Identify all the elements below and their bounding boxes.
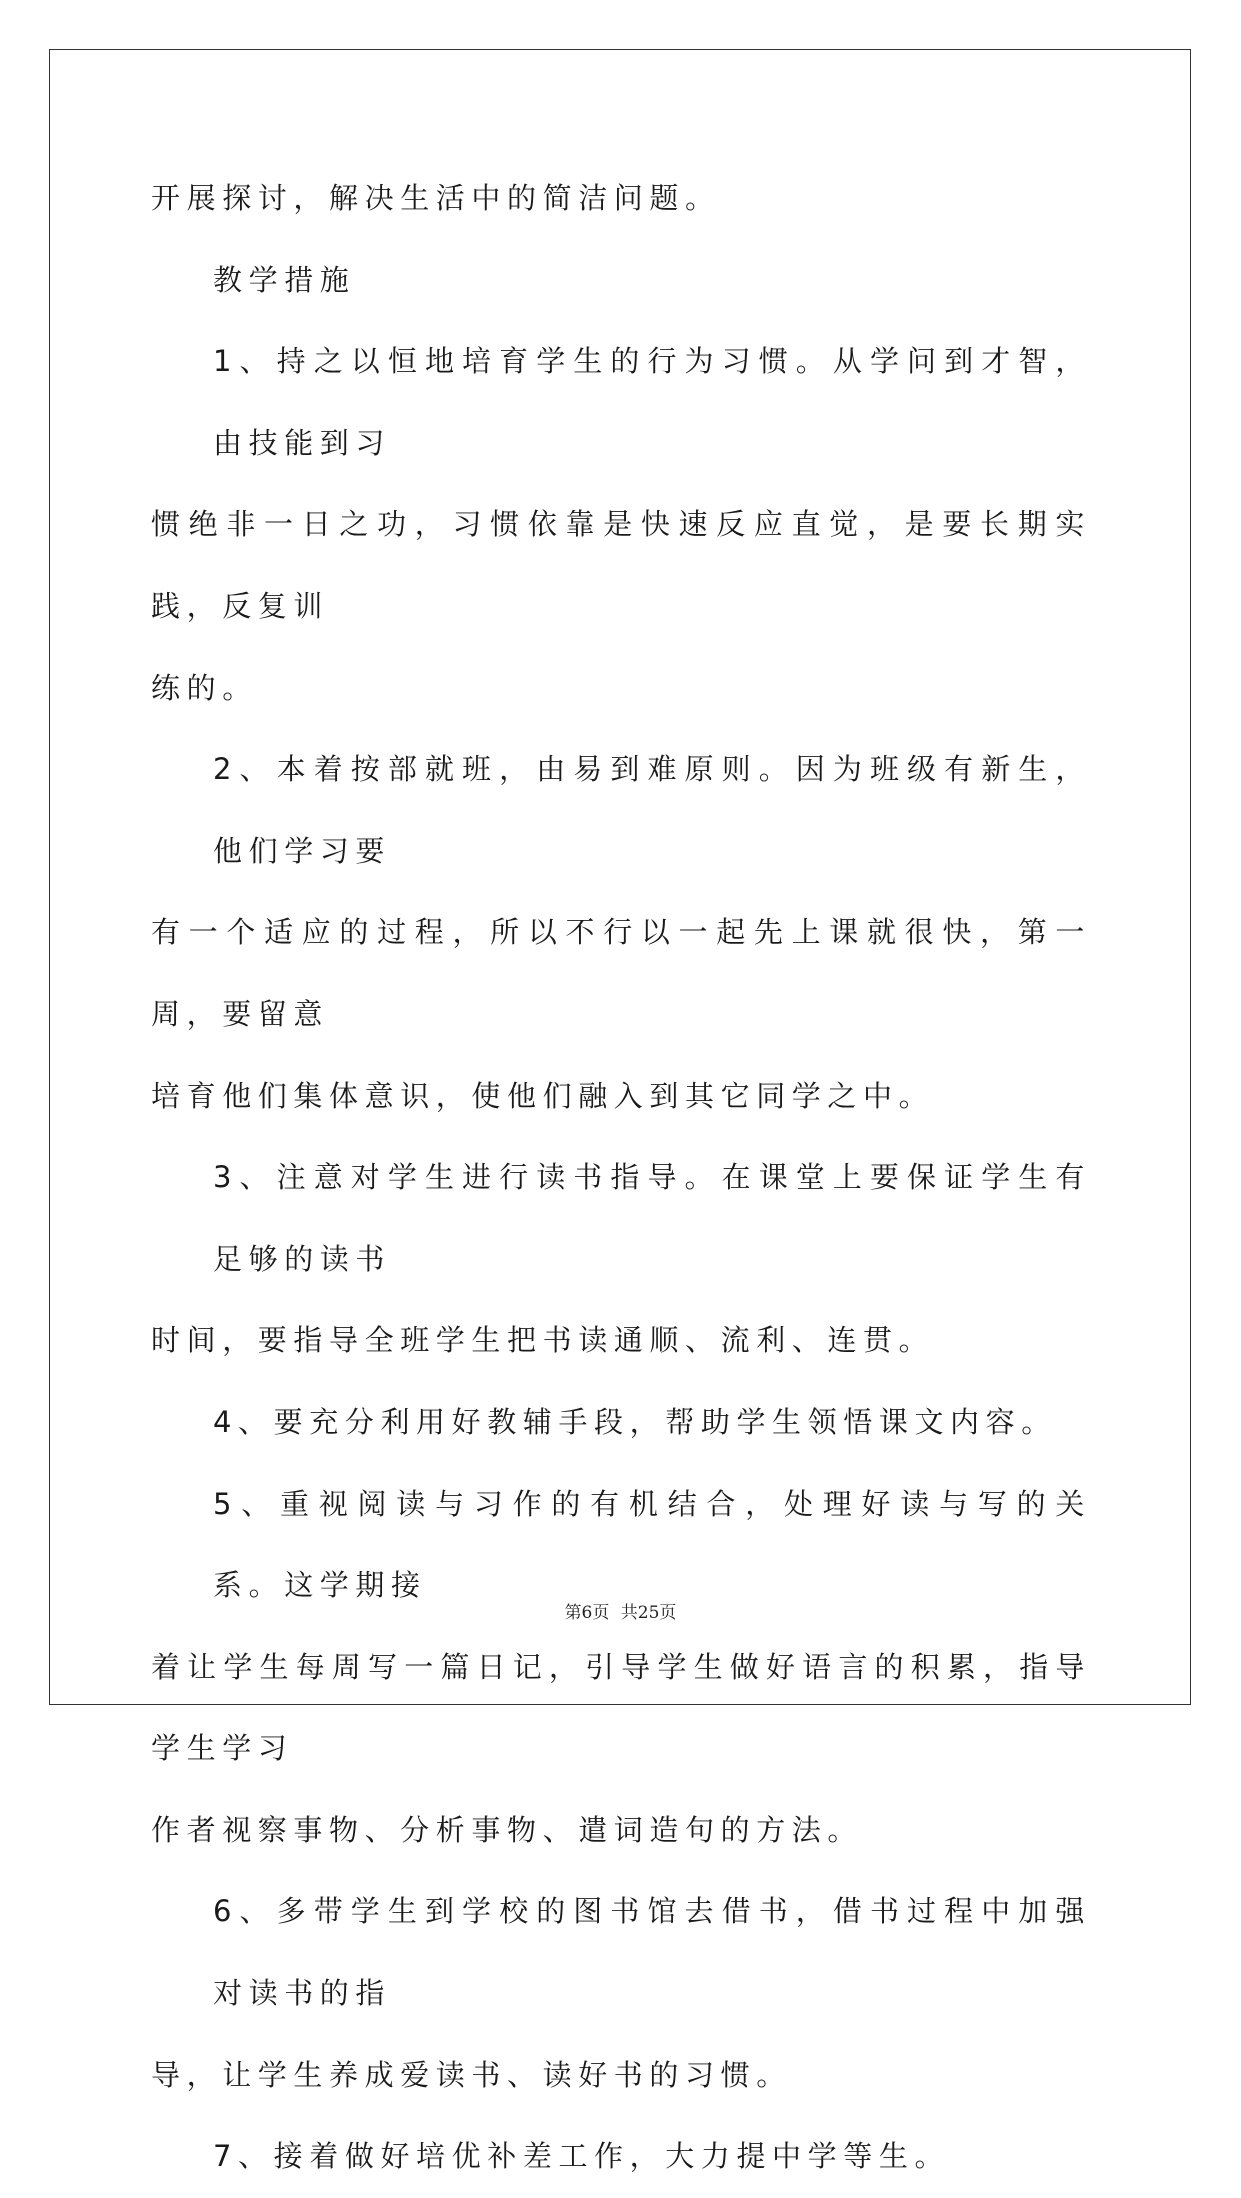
text-line: 2、本着按部就班，由易到难原则。因为班级有新生，他们学习要 [213,752,1091,868]
text-line: 惯绝非一日之功，习惯依靠是快速反应直觉，是要长期实践，反复训 [151,507,1091,623]
text-line: 开展探讨，解决生活中的简洁问题。 [151,181,721,215]
text-line: 作者视察事物、分析事物、遣词造句的方法。 [151,1812,864,1847]
paragraph-item-4 [151,1382,1091,1464]
text-line: 教学措施 [213,262,356,297]
text-line: 7、接着做好培优补差工作，大力提中学等生。 [213,2139,951,2174]
text-line: 5、重视阅读与习作的有机结合，处理好读与写的关系。这学期接 [213,1486,1091,1603]
text-line: 时间，要指导全班学生把书读通顺、流利、连贯。 [151,1323,935,1358]
text-line: 导，让学生养成爱读书、读好书的习惯。 [151,2057,792,2092]
text-line: 6、多带学生到学校的图书馆去借书，借书过程中加强对读书的指 [213,1894,1091,2011]
text-line: 培育他们集体意识，使他们融入到其它同学之中。 [151,1078,935,1113]
text-line: 练的。 [151,670,258,705]
text-line: 着让学生每周写一篇日记，引导学生做好语言的积累，指导学生学习 [151,1649,1091,1766]
paragraph-item-5 [151,1464,1091,1872]
page-footer [0,1598,1241,1623]
paragraph-item-3 [151,1137,1091,1382]
paragraph-item-1 [151,321,1091,729]
document-body [151,158,1091,2198]
text-line: 有一个适应的过程，所以不行以一起先上课就很快，第一周，要留意 [151,915,1091,1031]
text-line: 1、持之以恒地培育学生的行为习惯。从学问到才智，由技能到习 [213,344,1091,460]
paragraph-continuation [151,158,1091,240]
paragraph-item-6 [151,1871,1091,2116]
section-heading [151,240,1091,322]
paragraph-item-2 [151,729,1091,1137]
page-total: 共25页 [620,1603,677,1623]
text-line: 3、注意对学生进行读书指导。在课堂上要保证学生有足够的读书 [213,1160,1091,1276]
page-number: 第6页 [564,1603,610,1623]
paragraph-item-7 [151,2116,1091,2198]
text-line: 4、要充分利用好教辅手段，帮助学生领悟课文内容。 [213,1404,1057,1439]
